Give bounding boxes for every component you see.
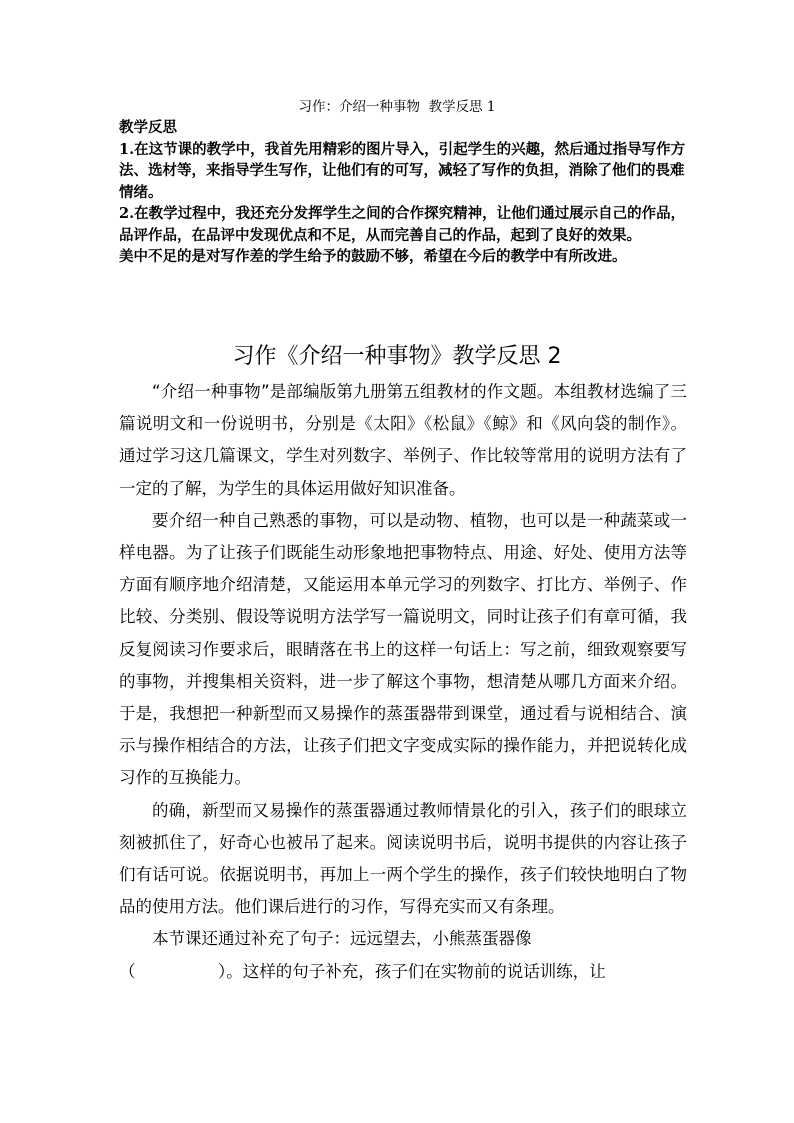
section2-paragraph-3: 的确，新型而又易操作的蒸蛋器通过教师情景化的引入，孩子们的眼球立刻被抓住了，好奇心也被吊了起来。阅读说明书后，说明书提供的内容让孩子们有话可说。依据说明书，再加上一两个学生的操作，孩子们较快地明白了物品的使用方法。他们课后进行的习作，写得充实而又有条理。	[119, 800, 687, 917]
section1-paragraph-2: 2.在教学过程中，我还充分发挥学生之间的合作探究精神，让他们通过展示自己的作品，品评作品，在品评中发现优点和不足，从而完善自己的作品，起到了良好的效果。	[119, 205, 686, 244]
section1-block	[119, 117, 689, 268]
section2-paragraph-4: 本节课还通过补充了句子：远远望去，小熊蒸蛋器像	[152, 929, 532, 949]
section2-body	[119, 376, 687, 988]
section2-paragraph-2: 要介绍一种自己熟悉的事物，可以是动物、植物，也可以是一种蔬菜或一样电器。为了让孩子们既能生动形象地把事物特点、用途、好处、使用方法等方面有顺序地介绍清楚，又能运用本单元学习的列数字、打比方、举例子、作比较、分类别、假设等说明方法学写一篇说明文，同时让孩子们有章可循，我反复阅读习作要求后，眼睛落在书上的这样一句话上：写之前，细致观察要写的事物，并搜集相关资料，进一步了解这个事物，想清楚从哪几方面来介绍。于是，我想把一种新型而又易操作的蒸蛋器带到课堂，通过看与说相结合、演示与操作相结合的方法，让孩子们把文字变成实际的操作能力，并把说转化成习作的互换能力。	[119, 510, 687, 788]
section2-paragraph-1: “介绍一种事物”是部编版第九册第五组教材的作文题。本组教材选编了三篇说明文和一份说明书，分别是《太阳》《松鼠》《鲸》和《风向袋的制作》。通过学习这几篇课文，学生对列数字、举例子、作比较等常用的说明方法有了一定的了解，为学生的具体运用做好知识准备。	[119, 382, 687, 498]
section2-paragraph-5: （ ）。这样的句子补充，孩子们在实物前的说话训练，让	[119, 961, 606, 981]
section2-title: 习作《介绍一种事物》教学反思 2	[232, 344, 562, 369]
section1-paragraph-3: 美中不足的是对写作差的学生给予的鼓励不够，希望在今后的教学中有所改进。	[119, 248, 627, 265]
section1-paragraph-1: 1.在这节课的教学中，我首先用精彩的图片导入，引起学生的兴趣，然后通过指导写作方法、选材等，来指导学生写作，让他们有的可写，减轻了写作的负担，消除了他们的畏难情绪。	[119, 140, 686, 201]
section1-heading: 教学反思	[119, 119, 177, 136]
section1-title: 习作：介绍一种事物 教学反思 1	[298, 99, 496, 115]
